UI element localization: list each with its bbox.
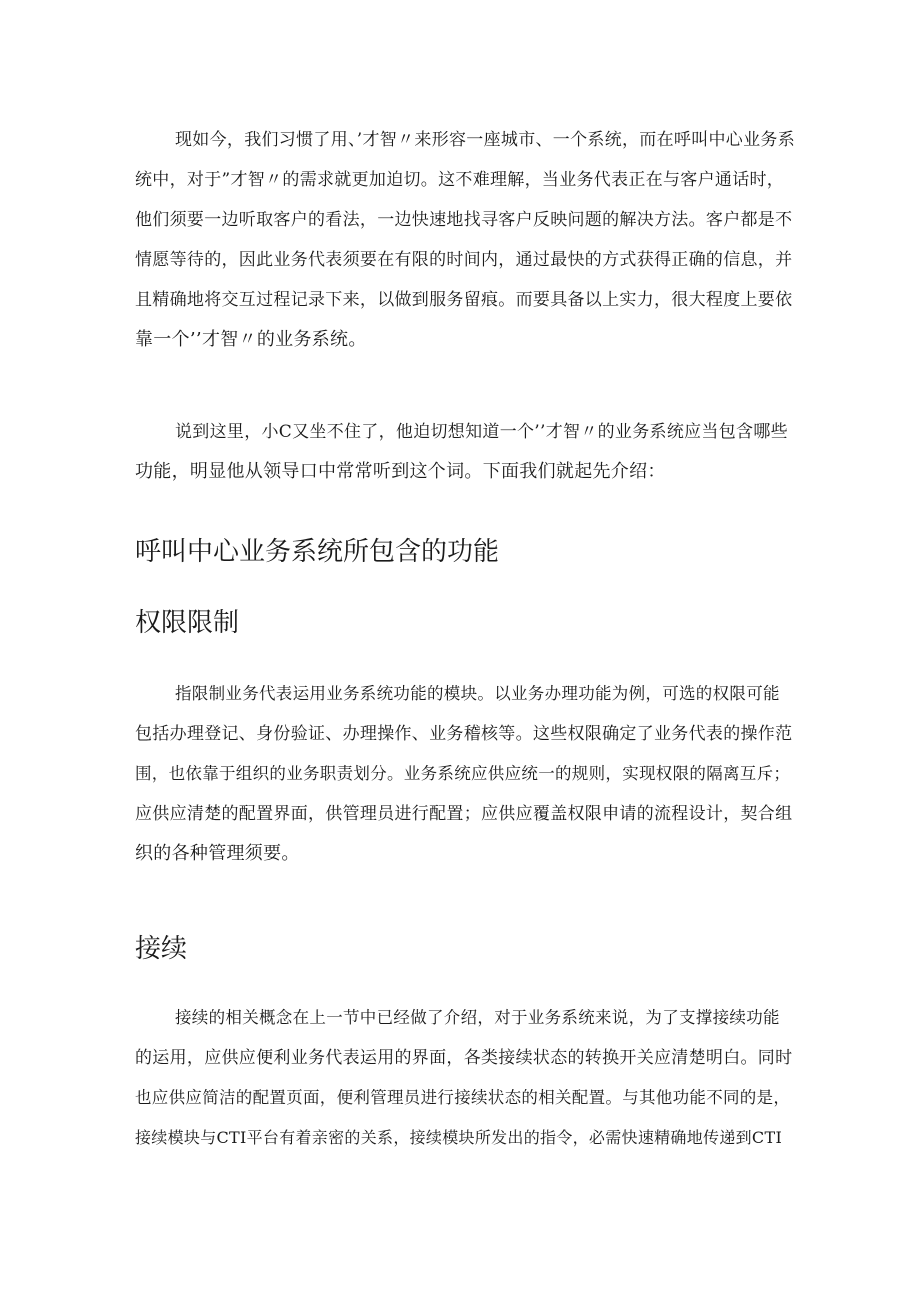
- connection-line-2: 的运用，应供应便利业务代表运用的界面，各类接续状态的转换开关应清楚明白。同时: [135, 1048, 793, 1068]
- permissions-line-3: 围，也依靠于组织的业务职责划分。业务系统应供应统一的规则，实现权限的隔离互斥；: [135, 764, 791, 783]
- intro-paragraph: [135, 120, 795, 360]
- intro-line-4: 情愿等待的，因此业务代表须要在有限的时间内，通过最快的方式获得正确的信息，并: [135, 250, 793, 270]
- connection-line-4: 接续模块与CTI平台有着亲密的关系，接续模块所发出的指令，必需快速精确地传递到CTI: [135, 1128, 783, 1147]
- connection-heading: 接续: [135, 934, 188, 964]
- section-title: 呼叫中心业务系统所包含的功能: [135, 537, 500, 567]
- permissions-line-2: 包括办理登记、身份验证、办理操作、业务稽核等。这些权限确定了业务代表的操作范: [135, 724, 793, 744]
- intro-line-2: 统中，对于”才智〃的需求就更加迫切。这不难理解，当业务代表正在与客户通话时，: [135, 170, 785, 190]
- permissions-heading: 权限限制: [135, 608, 240, 638]
- connection-paragraph: [135, 998, 795, 1158]
- connection-line-3: 也应供应简洁的配置页面，便利管理员进行接续状态的相关配置。与其他功能不同的是，: [135, 1088, 791, 1107]
- connection-line-1: 接续的相关概念在上一节中已经做了介绍，对于业务系统来说，为了支撑接续功能: [175, 1008, 780, 1027]
- permissions-paragraph: [135, 674, 795, 874]
- permissions-line-5: 织的各种管理须要。: [135, 843, 300, 864]
- transition-line-2: 功能，明显他从领导口中常常听到这个词。下面我们就起先介绍：: [135, 461, 666, 482]
- transition-line-1: 说到这里，小C又坐不住了，他迫切想知道一个’’才智〃的业务系统应当包含哪些: [175, 422, 788, 442]
- intro-line-5: 且精确地将交互过程记录下来，以做到服务留痕。而要具备以上实力，很大程度上要依: [135, 290, 793, 310]
- intro-line-3: 他们须要一边听取客户的看法，一边快速地找寻客户反映问题的解决方法。客户都是不: [135, 210, 793, 230]
- intro-line-6: 靠一个’’才智〃的业务系统。: [135, 329, 367, 350]
- transition-paragraph: [135, 412, 795, 492]
- permissions-line-4: 应供应清楚的配置界面，供管理员进行配置；应供应覆盖权限申请的流程设计，契合组: [135, 804, 793, 824]
- permissions-line-1: 指限制业务代表运用业务系统功能的模块。以业务办理功能为例，可选的权限可能: [175, 684, 780, 703]
- intro-line-1: 现如今，我们习惯了用、’才智〃来形容一座城市、一个系统，而在呼叫中心业务系: [175, 130, 796, 150]
